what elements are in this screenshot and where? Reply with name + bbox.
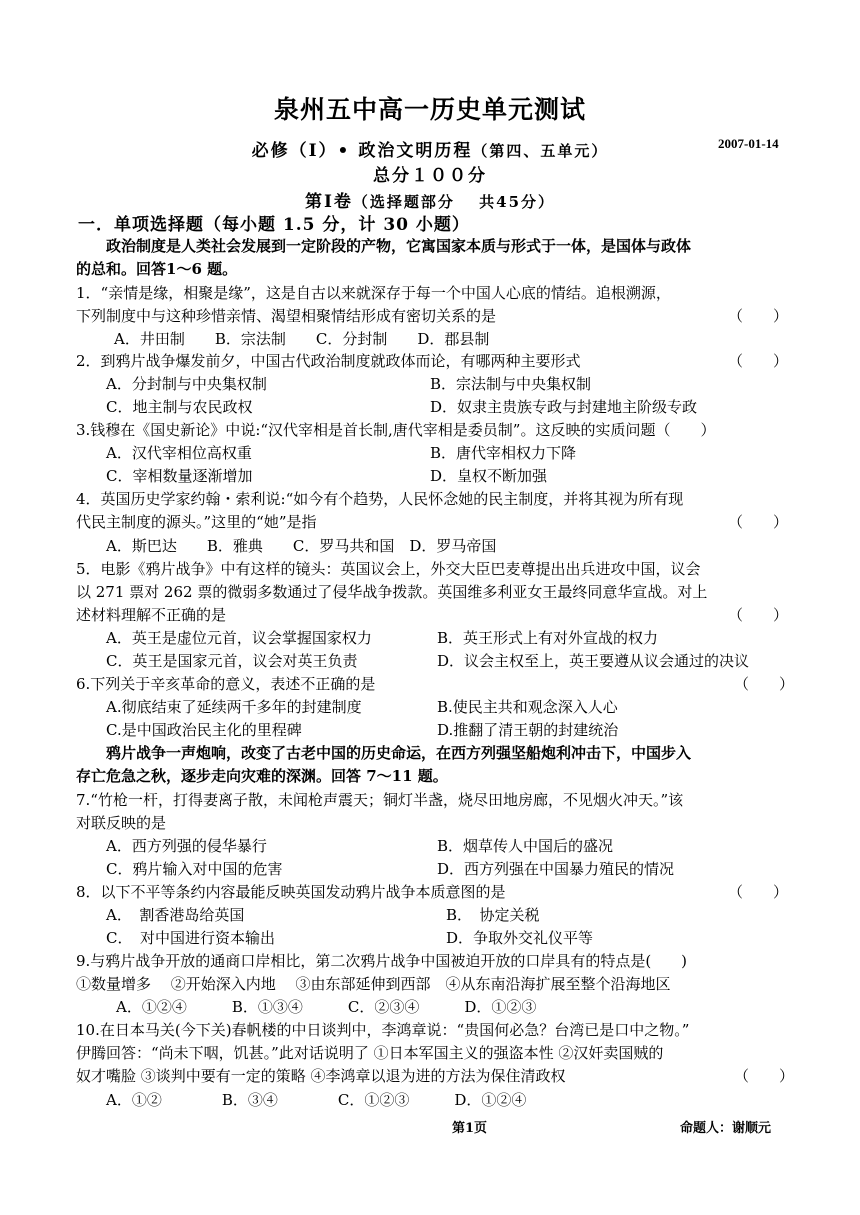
q5-option-b: B．英王形式上有对外宣战的权力: [437, 629, 659, 647]
q8-option-a: A． 割香港岛给英国: [106, 906, 245, 924]
q2-option-b: B．宗法制与中央集权制: [430, 375, 592, 393]
q5-option-d: D．议会主权至上，英王要遵从议会通过的决议: [437, 652, 750, 670]
q1-stem-line-2: [76, 305, 788, 327]
intro-2-line-1: 鸦片战争一声炮响，改变了古老中国的历史命运，在西方列强坚船炮利冲击下，中国步入: [106, 744, 692, 762]
q6-stem: [76, 673, 794, 695]
answer-blank: （ ）: [727, 307, 788, 325]
page-title: 泉州五中高一历史单元测试: [273, 95, 586, 124]
intro-1-line-1: 政治制度是人类社会发展到一定阶段的产物，它寓国家本质与形式于一体，是国体与政体: [106, 237, 692, 255]
q1-stem-line-1: 1．“亲情是缘，相聚是缘”，这是自古以来就深存于每一个中国人心底的情结。追根溯源，: [76, 284, 671, 302]
q3-option-d: D．皇权不断加强: [430, 467, 548, 485]
q6-option-a: A.彻底结束了延续两千多年的封建制度: [106, 698, 362, 716]
answer-blank: （ ）: [727, 606, 788, 624]
q4-options: A．斯巴达 B．雅典 C．罗马共和国 D．罗马帝国: [106, 537, 497, 555]
section-heading: 一．单项选择题（每小题 1.5 分，计 30 小题）: [78, 215, 470, 235]
q6-option-d: D.推翻了清王朝的封建统治: [437, 721, 619, 739]
q8-stem-text: 8．以下不平等条约内容最能反映英国发动鸦片战争本质意图的是: [76, 883, 506, 901]
intro-2-line-2: 存亡危急之秋，逐步走向灾难的深渊。回答 7～11 题。: [76, 767, 448, 785]
q7-option-c: C．鸦片输入对中国的危害: [106, 860, 283, 878]
q8-option-b: B． 协定关税: [446, 906, 540, 924]
q1-options: A．井田制 B．宗法制 C．分封制 D．郡县制: [114, 330, 490, 348]
subtitle-main: 必修（I）• 政治文明历程: [251, 141, 473, 161]
q10-stem-line-2: 伊腾回答：“尚未下咽，饥甚。”此对话说明了 ①日本军国主义的强盗本性 ②汉奸卖国贼的: [76, 1044, 664, 1062]
q8-option-c: C． 对中国进行资本输出: [106, 929, 275, 947]
q5-stem-line-2: 以 271 票对 262 票的微弱多数通过了侵华战争拨款。英国维多利亚女王最终同意华宣战。对上: [76, 583, 708, 601]
q2-option-d: D．奴隶主贵族专政与封建地主阶级专政: [430, 398, 698, 416]
q7-option-d: D．西方列强在中国暴力殖民的情况: [437, 860, 675, 878]
q6-option-b: B.使民主共和观念深入人心: [437, 698, 618, 716]
q2-option-c: C．地主制与农民政权: [106, 398, 253, 416]
q2-option-a: A．分封制与中央集权制: [106, 375, 267, 393]
q2-stem-text: 2．到鸦片战争爆发前夕，中国古代政治制度就政体而论，有哪两种主要形式: [76, 352, 581, 370]
q8-option-d: D．争取外交礼仪平等: [446, 929, 594, 947]
q9-stem: 9.与鸦片战争开放的通商口岸相比，第二次鸦片战争中国被迫开放的口岸具有的特点是( ): [76, 952, 688, 970]
q5-stem-line-3: [76, 604, 788, 626]
part-paren: （选择题部分 共45分）: [352, 193, 556, 211]
page-number: 第1页: [452, 1121, 488, 1136]
q8-stem: [76, 881, 788, 903]
q2-stem: [76, 350, 788, 372]
part-heading: [0, 187, 860, 212]
q3-stem: 3.钱穆在《国史新论》中说:“汉代宰相是首长制,唐代宰相是委员制”。这反映的实质问题（ ）: [76, 421, 716, 439]
q5-stem-text: 述材料理解不正确的是: [76, 606, 227, 624]
q7-option-b: B．烟草传人中国后的盛况: [437, 837, 614, 855]
answer-blank: （ ）: [733, 675, 794, 693]
q7-option-a: A．西方列强的侵华暴行: [106, 837, 267, 855]
intro-1-line-2: 的总和。回答1～6 题。: [76, 260, 238, 278]
q10-stem-line-3: [76, 1065, 794, 1087]
q5-stem-line-1: 5．电影《鸦片战争》中有这样的镜头：英国议会上，外交大臣巴麦尊提出出兵进攻中国，议会: [76, 560, 701, 578]
q7-stem-line-2: 对联反映的是: [76, 814, 167, 832]
q1-stem-text: 下列制度中与这种珍惜亲情、渴望相聚情结形成有密切关系的是: [76, 307, 497, 325]
answer-blank: （ ）: [733, 1067, 794, 1085]
q3-option-b: B．唐代宰相权力下降: [430, 444, 577, 462]
answer-blank: （ ）: [727, 513, 788, 531]
q9-options: A．①②④ B．①③④ C．②③④ D．①②③: [116, 998, 537, 1016]
q4-stem-line-2: [76, 511, 788, 533]
q6-option-c: C.是中国政治民主化的里程碑: [106, 721, 302, 739]
answer-blank: （ ）: [727, 883, 788, 901]
part-main: 第Ⅰ卷: [304, 192, 353, 212]
q5-option-c: C．英王是国家元首，议会对英王负责: [106, 652, 358, 670]
q10-stem-text: 奴才嘴脸 ③谈判中要有一定的策略 ④李鸿章以退为进的方法为保住清政权: [76, 1067, 566, 1085]
q10-stem-line-1: 10.在日本马关(今下关)春帆楼的中日谈判中，李鸿章说：“贵国何必急？台湾已是口中之物。”: [76, 1021, 690, 1039]
q7-stem-line-1: 7.“竹枪一杆，打得妻离子散，未闻枪声震天；铜灯半盏，烧尽田地房廊，不见烟火冲天。”该: [76, 791, 684, 809]
author: 命题人：谢顺元: [680, 1121, 772, 1136]
answer-blank: （ ）: [727, 352, 788, 370]
total-score: 总分１００分: [373, 166, 487, 186]
q3-option-a: A．汉代宰相位高权重: [106, 444, 252, 462]
q4-stem-line-1: 4．英国历史学家约翰・索利说:“如今有个趋势，人民怀念她的民主制度，并将其视为所有现: [76, 490, 684, 508]
q10-options: A．①② B．③④ C．①②③ D．①②④: [106, 1091, 527, 1109]
q4-stem-text: 代民主制度的源头。”这里的“她”是指: [76, 513, 317, 531]
q5-option-a: A．英王是虚位元首，议会掌握国家权力: [106, 629, 372, 647]
exam-date: 2007-01-14: [718, 136, 779, 151]
subtitle-paren: （第四、五单元）: [472, 142, 609, 160]
q6-stem-text: 6.下列关于辛亥革命的意义，表述不正确的是: [76, 675, 376, 693]
q9-items: ①数量增多 ②开始深入内地 ③由东部延伸到西部 ④从东南沿海扩展至整个沿海地区: [76, 975, 671, 993]
q3-option-c: C．宰相数量逐渐增加: [106, 467, 253, 485]
